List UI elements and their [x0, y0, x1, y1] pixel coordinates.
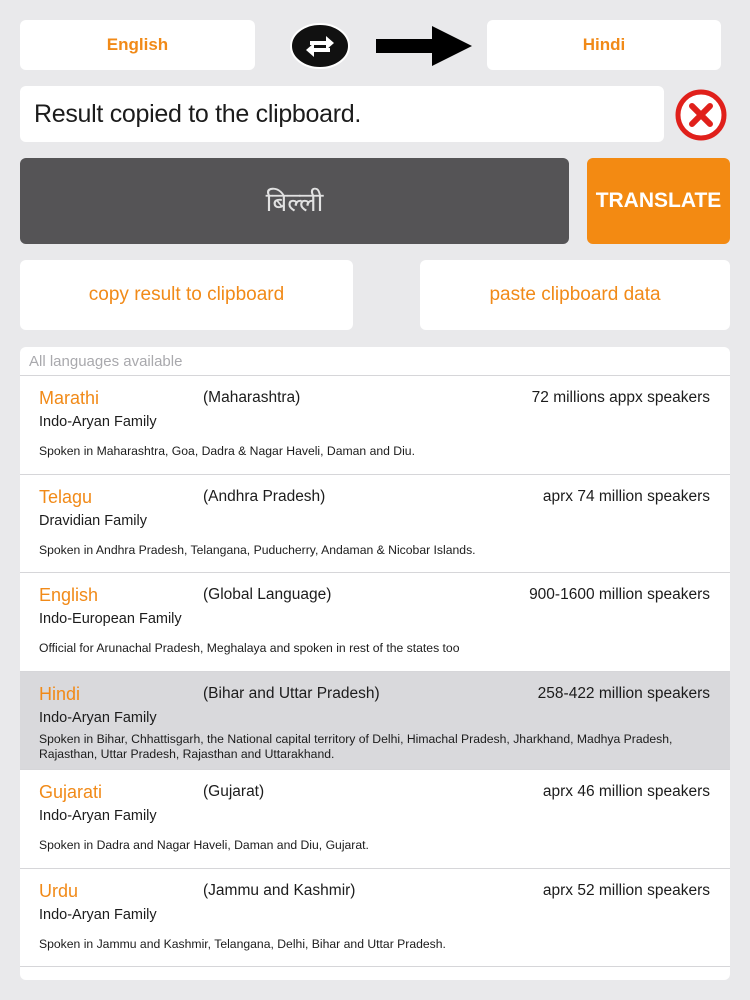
language-spoken-in: Spoken in Andhra Pradesh, Telangana, Puducherry, Andaman & Nicobar Islands.	[39, 542, 476, 557]
list-header: All languages available	[20, 347, 730, 376]
language-name: Marathi	[39, 388, 100, 408]
language-region: (Bihar and Uttar Pradesh)	[203, 684, 380, 702]
language-speakers: 258-422 million speakers	[537, 684, 710, 702]
language-row-marathi[interactable]	[20, 376, 730, 475]
language-family: Indo-European Family	[39, 611, 182, 627]
language-speakers: 72 millions appx speakers	[531, 389, 710, 406]
language-speakers: aprx 52 million speakers	[542, 881, 710, 899]
language-row-urdu[interactable]	[20, 869, 730, 968]
language-row-english[interactable]	[20, 573, 730, 672]
language-row-hindi[interactable]	[20, 672, 730, 771]
language-list	[20, 347, 730, 980]
target-language-button[interactable]: Hindi	[487, 20, 721, 70]
translation-output: बिल्ली	[20, 158, 569, 244]
swap-arrows-icon	[290, 23, 350, 69]
language-region: (Gujarat)	[203, 783, 265, 800]
language-region: (Jammu and Kashmir)	[203, 881, 356, 899]
language-name: Gujarati	[39, 782, 103, 802]
language-region: (Maharashtra)	[203, 389, 301, 406]
clear-button[interactable]	[674, 88, 728, 142]
language-family: Indo-Aryan Family	[39, 808, 157, 824]
translate-button[interactable]: TRANSLATE	[587, 158, 730, 244]
language-region: (Andhra Pradesh)	[203, 487, 326, 505]
language-spoken-in: Spoken in Dadra and Nagar Haveli, Daman and Diu, Gujarat.	[39, 838, 369, 852]
language-family: Indo-Aryan Family	[39, 414, 157, 430]
language-region: (Global Language)	[203, 586, 332, 603]
language-name: Telagu	[39, 486, 93, 507]
language-speakers: aprx 74 million speakers	[542, 487, 710, 505]
language-family: Dravidian Family	[39, 512, 147, 529]
copy-result-button[interactable]: copy result to clipboard	[20, 260, 353, 330]
clear-x-icon	[674, 88, 728, 142]
language-name: English	[39, 585, 99, 605]
input-field[interactable]: Result copied to the clipboard.	[20, 86, 664, 142]
paste-clipboard-button[interactable]: paste clipboard data	[420, 260, 730, 330]
language-speakers: aprx 46 million speakers	[542, 783, 710, 800]
language-name: Urdu	[39, 880, 79, 901]
language-spoken-in: Official for Arunachal Pradesh, Meghalaya and spoken in rest of the states too	[39, 641, 460, 655]
language-row-gujarati[interactable]	[20, 770, 730, 869]
language-spoken-in: Spoken in Maharashtra, Goa, Dadra & Nagar Haveli, Daman and Diu.	[39, 444, 415, 458]
language-spoken-in: Spoken in Jammu and Kashmir, Telangana, Delhi, Bihar and Uttar Pradesh.	[39, 936, 446, 951]
language-name: Hindi	[39, 683, 81, 704]
language-family: Indo-Aryan Family	[39, 906, 157, 923]
language-row-telagu[interactable]	[20, 475, 730, 574]
swap-languages-button[interactable]	[290, 23, 350, 69]
source-language-button[interactable]: English	[20, 20, 255, 70]
language-speakers: 900-1600 million speakers	[529, 586, 710, 603]
right-arrow-icon	[376, 26, 472, 66]
language-spoken-in: Spoken in Bihar, Chhattisgarh, the National capital territory of Delhi, Himachal Pradesh, Jharkhand, Madhya Pradesh, Rajasthan, Uttar Pradesh, Rajasthan and Uttarakhand.	[39, 731, 673, 761]
language-family: Indo-Aryan Family	[39, 709, 157, 726]
